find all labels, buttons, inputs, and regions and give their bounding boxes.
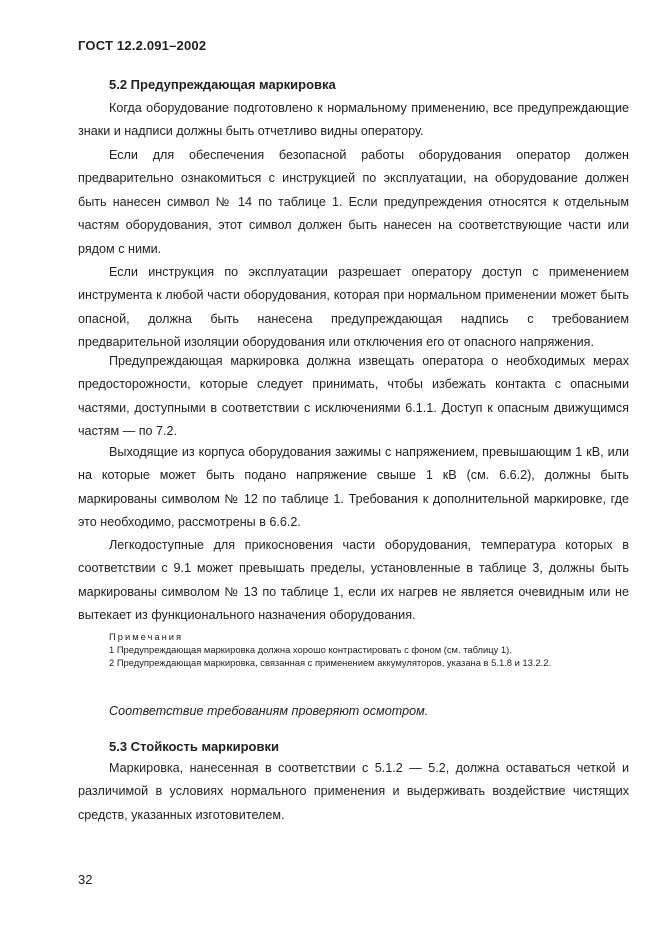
notes-block — [78, 630, 629, 670]
section-5-2-heading: 5.2 Предупреждающая маркировка — [109, 77, 336, 92]
paragraph: Выходящие из корпуса оборудования зажимы с напряжением, превышающим 1 кВ, или на которые может быть подано напряжение свыше 1 кВ (см. 6.6.2), должны быть маркированы символом № 12 по таблице 1. Требования к дополнительной маркировке, где это необходимо, рассмотрены в 6.6.2. — [78, 445, 629, 530]
note-item: 1 Предупреждающая маркировка должна хорошо контрастировать с фоном (см. таблицу 1). — [109, 644, 512, 656]
notes-title: Примечания — [109, 631, 184, 642]
paragraph: Если инструкция по эксплуатации разрешает оператору доступ с применением инструмента к любой части оборудования, которая при нормальном применении может быть опасной, должна быть нанесена предупреждающая надпись с требованием предварительной изоляции оборудования или отключения его от опасного напряжения. — [78, 265, 629, 350]
paragraph: Легкодоступные для прикосновения части оборудования, температура которых в соответствии с 9.1 может превышать пределы, установленные в таблице 3, должны быть маркированы символом № 13 по таблице 1, если их нагрев не является очевидным или не вытекает из функционального назначения оборудования. — [78, 538, 629, 623]
paragraph: Если для обеспечения безопасной работы оборудования оператор должен предварительно ознакомиться с инструкцией по эксплуатации, на оборудование должен быть нанесен символ № 14 по таблице 1. Если предупреждения относятся к отдельным частям оборудования, этот символ должен быть нанесен на соответствующие части или рядом с ними. — [78, 148, 629, 256]
document-header: ГОСТ 12.2.091–2002 — [78, 38, 207, 53]
section-5-3-heading: 5.3 Стойкость маркировки — [109, 739, 279, 754]
verification-text: Соответствие требованиям проверяют осмотром. — [109, 704, 429, 718]
paragraph: Маркировка, нанесенная в соответствии с 5.1.2 — 5.2, должна оставаться четкой и различимой в условиях нормального применения и выдерживать воздействие чистящих средств, указанных изготовителем. — [78, 761, 629, 822]
paragraph: Когда оборудование подготовлено к нормальному применению, все предупреждающие знаки и надписи должны быть отчетливо видны оператору. — [78, 101, 629, 139]
paragraph: Предупреждающая маркировка должна извещать оператора о необходимых мерах предосторожности, которые следует принимать, чтобы избежать контакта с опасными частями, доступными в соответствии с исключениями 6.1.1. Доступ к опасным движущимся частям — по 7.2. — [78, 354, 629, 439]
page-number: 32 — [78, 872, 93, 887]
note-item: 2 Предупреждающая маркировка, связанная с применением аккумуляторов, указана в 5.1.8 и 13.2.2. — [109, 657, 552, 669]
